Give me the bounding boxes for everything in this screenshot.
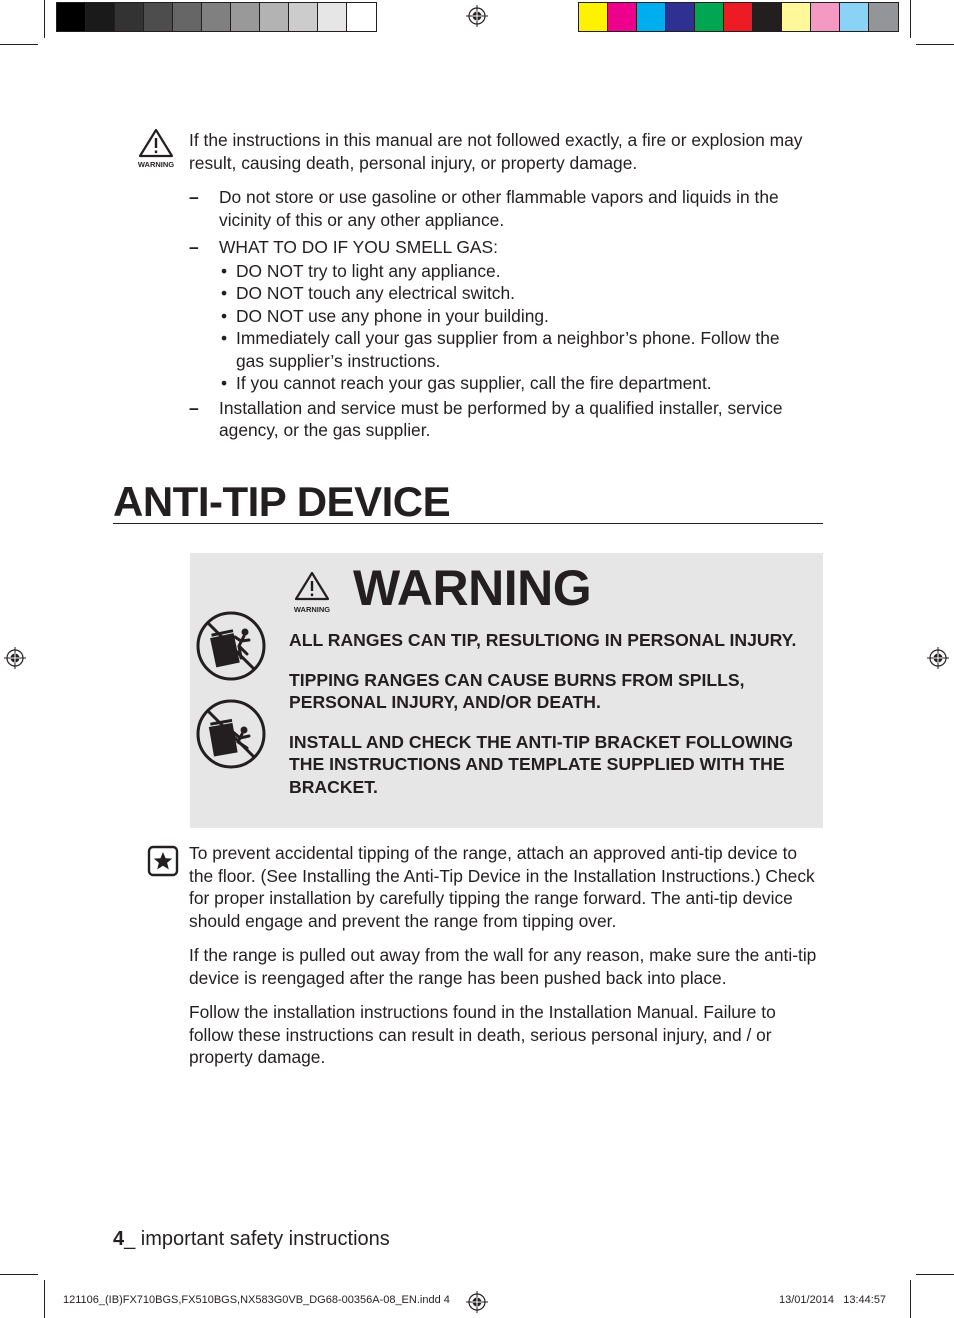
gas-smell-bullets <box>219 260 809 395</box>
swatch <box>695 3 724 31</box>
registration-mark-icon <box>466 5 488 27</box>
bullet-marker: • <box>221 373 228 393</box>
bullet-marker: • <box>221 260 228 281</box>
paragraph: Follow the installation instructions found in the Installation Manual. Failure to follow these instructions can result in death, serious personal injury, and / or property damage. <box>189 1002 776 1067</box>
tipping-range-prohibited-icon <box>195 610 267 682</box>
swatch <box>579 3 608 31</box>
slug-time: 13:44:57 <box>843 1294 887 1306</box>
list-item-text: WHAT TO DO IF YOU SMELL GAS: <box>219 237 498 257</box>
bullet-text: DO NOT try to light any appliance. <box>236 260 501 281</box>
bullet-text: Immediately call your gas supplier from a neighbor’s phone. Follow the gas supplier’s instructions. <box>236 328 780 371</box>
bullet-text: DO NOT touch any electrical switch. <box>236 283 515 303</box>
tipping-range-prohibited-icon <box>195 698 267 770</box>
crop-mark <box>0 44 38 45</box>
warning-line: ALL RANGES CAN TIP, RESULTIONG IN PERSONAL INJURY. <box>289 630 797 650</box>
bullet-text: DO NOT use any phone in your building. <box>236 305 549 326</box>
swatch <box>115 3 144 31</box>
registration-mark-icon <box>466 1291 488 1313</box>
bullet-item <box>219 282 809 305</box>
warning-icon-label: WARNING <box>293 605 331 614</box>
bullet-item <box>219 327 809 372</box>
gas-safety-list <box>189 186 809 442</box>
intro-warning-text: If the instructions in this manual are not followed exactly, a fire or explosion may result, causing death, personal injury, or property damage. <box>189 130 803 173</box>
crop-mark <box>0 1274 38 1275</box>
warning-triangle-icon <box>290 571 334 614</box>
swatch <box>144 3 173 31</box>
swatch <box>173 3 202 31</box>
grayscale-bar <box>56 2 377 32</box>
list-item-text: Do not store or use gasoline or other flammable vapors and liquids in the vicinity of this or any other appliance. <box>219 187 779 230</box>
swatch <box>608 3 637 31</box>
warning-lines <box>289 629 809 815</box>
slug-timestamp <box>779 1293 886 1307</box>
footer-section-label: _ important safety instructions <box>124 1228 390 1250</box>
swatch <box>318 3 347 31</box>
section-title: ANTI-TIP DEVICE <box>113 478 823 524</box>
swatch <box>811 3 840 31</box>
note-star-icon <box>147 845 179 877</box>
swatch <box>202 3 231 31</box>
page-footer <box>113 1226 390 1252</box>
swatch <box>57 3 86 31</box>
bullet-marker: • <box>221 283 228 303</box>
list-item-text: Installation and service must be performed by a qualified installer, service agency, or the gas supplier. <box>219 397 783 440</box>
swatch <box>260 3 289 31</box>
dash-marker: – <box>189 187 199 207</box>
paragraph: To prevent accidental tipping of the range, attach an approved anti-tip device to the floor. (See Installing the Anti-Tip Device in the Installation Instructions.) Check for proper installation by carefully tipping the range forward. The anti-tip device should engage and prevent the range from tipping over. <box>189 843 815 931</box>
dash-marker: – <box>189 397 199 418</box>
file-slug: 121106_(IB)FX710BGS,FX510BGS,NX583G0VB_DG68-00356A-08_EN.indd 4 <box>63 1294 450 1306</box>
paragraph: If the range is pulled out away from the wall for any reason, make sure the anti-tip device is reengaged after the range has been pushed back into place. <box>189 945 817 988</box>
registration-mark-icon <box>4 647 26 669</box>
body-paragraphs <box>189 842 823 1081</box>
swatch <box>782 3 811 31</box>
swatch <box>231 3 260 31</box>
swatch <box>666 3 695 31</box>
warning-line: INSTALL AND CHECK THE ANTI-TIP BRACKET FOLLOWING THE INSTRUCTIONS AND TEMPLATE SUPPLIED WITH THE BRACKET. <box>289 731 793 797</box>
dash-marker: – <box>189 237 199 257</box>
list-item <box>189 236 809 259</box>
list-item <box>189 186 809 231</box>
swatch <box>840 3 869 31</box>
registration-mark-icon <box>927 647 949 669</box>
bullet-marker: • <box>221 328 228 348</box>
bullet-item <box>219 372 809 395</box>
swatch <box>86 3 115 31</box>
list-item <box>189 397 809 442</box>
crop-mark <box>44 1280 45 1318</box>
warning-triangle-icon <box>136 128 176 169</box>
swatch <box>869 3 898 31</box>
swatch <box>724 3 753 31</box>
warning-line: TIPPING RANGES CAN CAUSE BURNS FROM SPILLS, PERSONAL INJURY, AND/OR DEATH. <box>289 669 745 712</box>
warning-box <box>190 553 823 828</box>
slug-date: 13/01/2014 <box>779 1294 835 1306</box>
bullet-item <box>219 260 809 283</box>
swatch <box>753 3 782 31</box>
swatch <box>347 3 376 31</box>
crop-mark <box>910 1280 911 1318</box>
warning-icon-label: WARNING <box>137 160 175 169</box>
color-bar <box>578 2 899 32</box>
bullet-item <box>219 305 809 328</box>
crop-mark <box>910 0 911 38</box>
crop-mark <box>916 1274 954 1275</box>
crop-mark <box>916 44 954 45</box>
page-number: 4 <box>113 1228 125 1250</box>
swatch <box>637 3 666 31</box>
swatch <box>289 3 318 31</box>
warning-title: WARNING <box>353 560 592 616</box>
bullet-text: If you cannot reach your gas supplier, call the fire department. <box>236 373 712 393</box>
crop-mark <box>44 0 45 38</box>
bullet-marker: • <box>221 305 228 326</box>
